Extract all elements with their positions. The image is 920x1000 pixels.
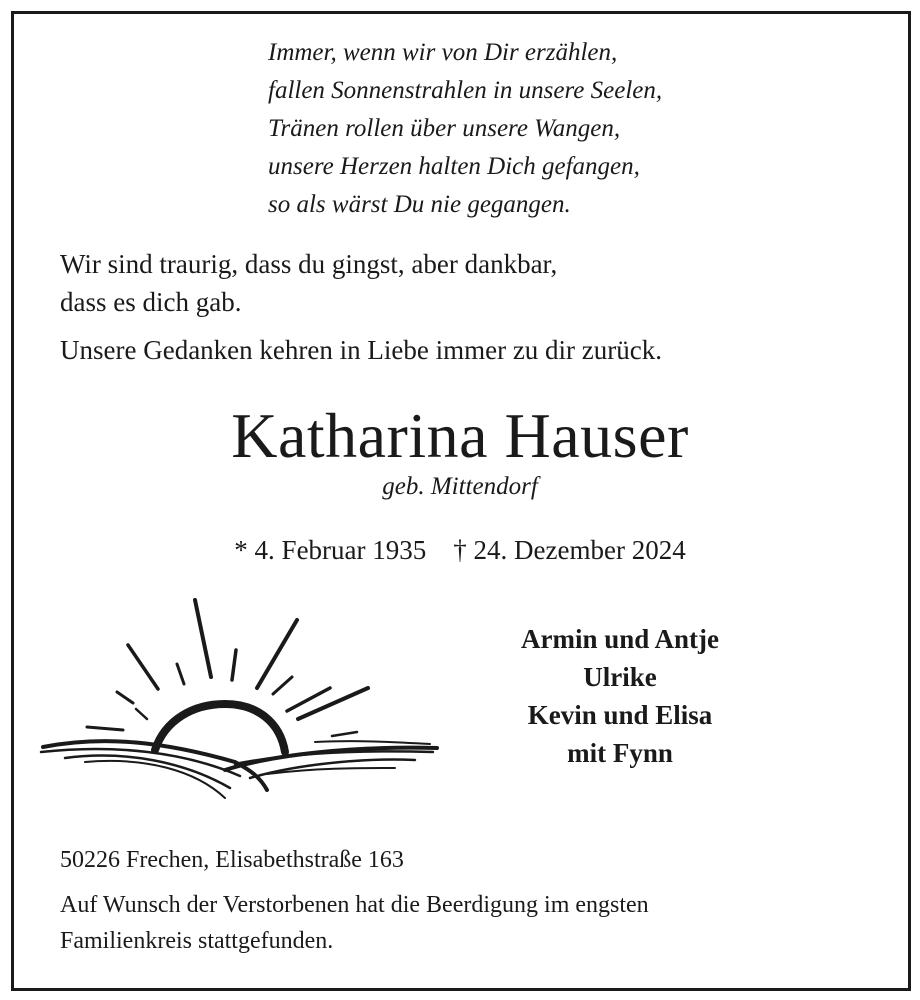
intro-line: Unsere Gedanken kehren in Liebe immer zu dir zurück.	[60, 335, 663, 365]
death-date: † 24. Dezember 2024	[453, 535, 686, 565]
note-line: Auf Wunsch der Verstorbenen hat die Beerdigung im engsten	[60, 892, 649, 918]
deceased-name: Katharina Hauser	[231, 400, 689, 471]
poem-line: Tränen rollen über unsere Wangen,	[268, 115, 621, 142]
poem-line: Immer, wenn wir von Dir erzählen,	[268, 39, 618, 66]
intro-text	[60, 245, 662, 369]
sunset-sketch-icon	[35, 592, 445, 807]
intro-line: dass es dich gab.	[60, 287, 242, 317]
mourner-line: Ulrike	[583, 662, 657, 692]
birth-date: * 4. Februar 1935	[234, 535, 427, 565]
poem	[268, 34, 662, 224]
poem-line: fallen Sonnenstrahlen in unsere Seelen,	[268, 77, 663, 104]
maiden-name: geb. Mittendorf	[382, 473, 538, 500]
address: 50226 Frechen, Elisabethstraße 163	[60, 847, 404, 873]
intro-line: Wir sind traurig, dass du gingst, aber dankbar,	[60, 249, 558, 279]
funeral-note	[60, 887, 649, 959]
poem-line: unsere Herzen halten Dich gefangen,	[268, 153, 640, 180]
mourner-line: Armin und Antje	[520, 624, 720, 654]
mourner-line: mit Fynn	[567, 738, 673, 768]
mourners-list	[470, 620, 770, 772]
note-line: Familienkreis stattgefunden.	[60, 928, 334, 954]
life-dates	[0, 532, 920, 568]
mourner-line: Kevin und Elisa	[527, 700, 713, 730]
poem-line: so als wärst Du nie gegangen.	[268, 191, 571, 218]
